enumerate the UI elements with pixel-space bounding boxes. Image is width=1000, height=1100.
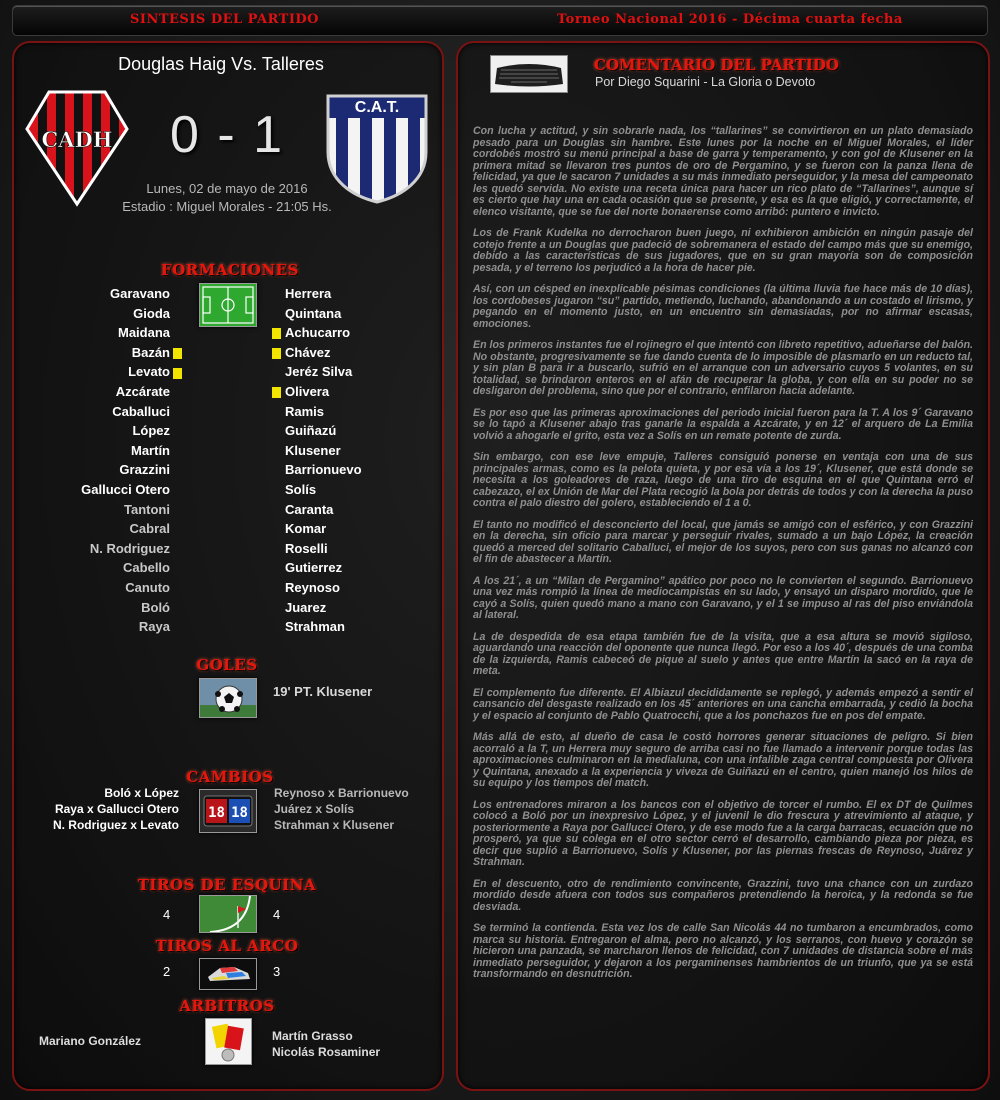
player-name: Guiñazú — [285, 423, 337, 439]
player-name: Chávez — [285, 344, 331, 360]
home-corners: 4 — [163, 907, 171, 922]
commentary-paragraph: Más allá de esto, al dueño de casa le costó horrores generar situaciones de peligro. Si bien acorraló a la T, un Herrera muy seguro de arriba casi no fue llamado a intervenir porque todas las aproximaciones culminaron en la medialuna, con una infalible zaga central compuesta por Olivera y Quintana, anexado a la experiencia y viveza de Guiñazú en el centro, quien manejó los hilos de su equipo y los tiempos del match. — [473, 731, 973, 789]
player-name: Juarez — [285, 599, 327, 615]
commentary-heading: COMENTARIO DEL PARTIDO — [594, 56, 839, 74]
player-name: Komar — [285, 521, 327, 537]
tournament-heading: Torneo Nacional 2016 - Décima cuarta fecha — [557, 12, 903, 27]
assistant-referee: Martín Grasso — [272, 1029, 353, 1043]
main-referee: Mariano González — [39, 1034, 142, 1048]
goal-entry: 19' PT. Klusener — [273, 684, 373, 699]
player-name: Caranta — [285, 501, 334, 517]
commentary-paragraph: En los primeros instantes fue el rojinegro el que intentó con libreto repetitivo, adueñarse del balón. No obstante, progresivamente se fue dando cuenta de lo imposible de plasmarlo en un reducto tal, y sin plan B para ir a buscarlo, sufrió en el arranque con un adversario cuyos 5 volantes, en su totalidad, se brindaron enteros en el afán de recuperar la globa, y con ella en su poder no se desligaron del problema, sino que por el contrario, enfilaron hacia adelante. — [473, 339, 973, 397]
top-banner — [12, 5, 988, 36]
home-lineup — [40, 286, 170, 646]
away-lineup — [285, 286, 425, 646]
player-name: Solís — [285, 482, 317, 497]
douglas-haig-crest-icon — [24, 89, 130, 207]
commentary-paragraph: La de despedida de esa etapa también fue de la visita, que a esa altura se movió sigiloso, aguardando una reacción del oponente que nunca llegó. Por eso a los 40´, después de una comba de la izquierda, Ramis cabeceó de pique al suelo y antes que entre Martín la sacó en la raya de meta. — [473, 630, 973, 677]
talleres-crest-icon — [322, 92, 432, 204]
player-name: Klusener — [285, 442, 341, 458]
player-name: Cabral — [129, 521, 170, 537]
player-name: López — [132, 423, 170, 439]
substitutions-heading: CAMBIOS — [186, 768, 274, 786]
player-name: N. Rodriguez — [89, 540, 170, 556]
player-name: Jeréz Silva — [285, 364, 353, 380]
player-name: Boló — [141, 599, 170, 615]
commentary-paragraph: Con lucha y actitud, y sin sobrarle nada, los “tallarines” se convirtieron en un plato demasiado pesado para un Douglas sin hambre. Este lunes por la noche en el Miguel Morales, el líder cordobés mostró su menú principal a base de garra y temperamento, y con gol de Klusener en la primera mitad se llevaron tres puntos de oro de Pergamino, y se fueron con la panza llena de felicidad, ya que le sacaron 7 unidades a su más inmediato perseguidor, y la mesa del campeonato les quedó servida. No existe una receta única para hacer un rico plato de “Tallarines”, aunque sí es cierto que hay una en cada ocasión que se presente, y esa es la que eligió, y correctamente, el elenco visitante, que se fue del norte bonaerense como arribó: puntero e invicto. — [473, 125, 973, 218]
player-name: Maidana — [117, 325, 170, 341]
formations-heading: FORMACIONES — [161, 261, 299, 279]
shots-heading: TIROS AL ARCO — [155, 937, 299, 955]
svg-text:C.A.T.: C.A.T. — [354, 99, 400, 116]
commentary-paragraph: Los entrenadores miraron a los bancos con el objetivo de torcer el rumbo. El ex DT de Quilmes colocó a Boló por un inexpresivo López, y el juvenil le dio frescura y atrevimiento al ataque, y posteriormente a Raya por Gallucci Otero, y de ese modo fue a la carga barracas, ecuación que no prosperó, ya que su colega en el otro sector cerró el desarrollo, cambiando pieza por pieza, es decir que suplió a Barrionuevo, Solís y Klusener, por las piernas frescas de Reynoso, Juárez y Strahman. — [473, 798, 973, 868]
player-name: Strahman — [285, 619, 345, 635]
synthesis-heading: SINTESIS DEL PARTIDO — [130, 12, 320, 27]
commentary-paragraph: Los de Frank Kudelka no derrocharon buen juego, ni exhibieron ambición en ningún pasaje del cotejo frente a un Douglas que padeció de sobremanera el estado del campo más que su enemigo, debido a las características de sus jugadores, que en su gran mayoría son de composición pesada, y el terreno los perjudicó a la hora de hacer pie. — [473, 227, 973, 274]
commentary-paragraph: El complemento fue diferente. El Albiazul decididamente se replegó, y además empezó a sentir el cansancio del desgaste realizado en los 45´ anteriores en una cancha embarrada, y cedió la bocha y el espacio al conjunto de Pablo Quatrocchi, que a los ponchazos fue en pos del empate. — [473, 686, 973, 722]
corner-flag-icon — [199, 895, 257, 933]
match-venue: Estadio : Miguel Morales - 21:05 Hs. — [122, 199, 332, 214]
player-name: Grazzini — [119, 462, 170, 478]
player-name: Levato — [128, 364, 170, 380]
away-shots: 3 — [273, 964, 281, 979]
assistant-referee: Nicolás Rosaminer — [272, 1045, 381, 1059]
player-name: Canuto — [125, 580, 170, 595]
keyboard-icon — [490, 55, 568, 93]
football-boot-icon — [199, 958, 257, 990]
player-name: Cabello — [123, 560, 170, 576]
yellow-card-icon — [173, 348, 182, 359]
referee-cards-icon — [205, 1018, 252, 1065]
commentary-body — [473, 126, 973, 991]
commentary-byline: Por Diego Squarini - La Gloria o Devoto — [595, 75, 816, 89]
player-name: Azcárate — [115, 384, 170, 399]
away-substitution: Strahman x Klusener — [274, 818, 395, 832]
player-name: Garavano — [110, 286, 170, 301]
away-corners: 4 — [273, 907, 281, 922]
player-name: Olivera — [285, 384, 330, 399]
player-name: Herrera — [285, 286, 332, 301]
player-name: Caballuci — [112, 403, 170, 419]
yellow-card-icon — [272, 348, 281, 359]
home-substitution: Raya x Gallucci Otero — [54, 802, 179, 816]
soccer-field-icon — [199, 283, 257, 327]
commentary-paragraph: Es por eso que las primeras aproximaciones del periodo inicial fueron para la T. A los 9´ Garavano se lo tapó a Klusener abajo tras ganarle la espalda a Azcárate, y en 12´ el arquero de La Emilia volvió a ahogarle el grito, esta vez a Solís en un remate potente de zurda. — [473, 406, 973, 442]
player-name: Martín — [131, 442, 170, 458]
player-name: Ramis — [285, 403, 325, 419]
yellow-card-icon — [272, 387, 281, 398]
yellow-card-icon — [173, 368, 182, 379]
commentary-paragraph: Así, con un césped en inexplicable pésimas condiciones (la última lluvia fue hace más de 10 días), los cordobeses jugaron “su” partido, metiendo, luchando, abandonando a un costado el lirismo, y pegando en el momento justo, en un encuentro sin demasiadas, por no afirmar escasas, emociones. — [473, 283, 973, 330]
player-name: Gutierrez — [285, 560, 343, 576]
referees-heading: ARBITROS — [179, 997, 275, 1015]
match-date: Lunes, 02 de mayo de 2016 — [146, 181, 308, 196]
commentary-paragraph: El tanto no modificó el desconcierto del local, que jamás se amigó con el esférico, y con Grazzini en la derecha, sin oficio para marcar y perseguir rivales, sumado a un bajo López, la creación quedó a merced del solitario Caballuci, el mejor de los suyos, pero con sus ganas no alcanzó con el fin de abastecer a Martín. — [473, 518, 973, 565]
player-name: Bazán — [131, 344, 170, 360]
home-shots: 2 — [163, 964, 171, 979]
home-substitution: Boló x López — [104, 786, 179, 800]
commentary-paragraph: Sin embargo, con ese leve empuje, Talleres consiguió ponerse en ventaja con una de sus principales armas, como es la pelota quieta, y por esa vía a los 19´, Klusener, que está donde se necesita a los goleadores de raza, luego de una tiro de esquina en el que Quintana erró el cabezazo, el ex Unión de Mar del Plata recogió la bola por detrás de todos y con la derecha la puso contra el palo diestro del golero, estableciendo el 1 a 0. — [473, 451, 973, 509]
corners-heading: TIROS DE ESQUINA — [137, 876, 317, 894]
svg-text:CADH: CADH — [41, 127, 113, 152]
player-name: Gallucci Otero — [81, 482, 170, 497]
svg-text:18: 18 — [208, 805, 225, 821]
player-name: Quintana — [285, 305, 342, 321]
player-name: Roselli — [285, 540, 328, 556]
player-name: Tantoni — [124, 501, 170, 517]
commentary-paragraph: Se terminó la contienda. Esta vez los de calle San Nicolás 44 no tumbaron a encumbrados, como marca su historia. Entregaron el alma, pero no alcanzó, y los serranos, con huevo y corazón se hicieron una panzada, se marcharon llenos de felicidad, con 7 unidades de distancia sobre el más inmediato perseguidor, y dejaron a los pergaminenses hambrientos de un triunfo, que ya se está transformando en desnutrición. — [473, 922, 973, 980]
scoreline: 0 - 1 — [169, 106, 285, 164]
player-name: Barrionuevo — [285, 462, 362, 478]
yellow-card-icon — [272, 328, 281, 339]
commentary-paragraph: En el descuento, otro de rendimiento convincente, Grazzini, tuvo una chance con un zurdazo mordido desde afuera con todos sus compañeros pretendiendo la heroica, y la redonda se fue desviada. — [473, 877, 973, 913]
player-name: Achucarro — [285, 325, 351, 341]
player-name: Reynoso — [285, 580, 340, 595]
away-substitution: Reynoso x Barrionuevo — [274, 786, 409, 800]
substitution-board-icon — [199, 789, 257, 833]
home-substitution: N. Rodriguez x Levato — [52, 818, 179, 832]
goals-heading: GOLES — [196, 656, 258, 674]
commentary-paragraph: A los 21´, a un “Milan de Pergamino” apático por poco no le convierten el segundo. Barrionuevo una vez más rompió la línea de mediocampistas en su lado, y ensayó un disparo mordido, que le cayó a Solís, quien quedó mano a mano con Garavano, y el 1 se impuso al ras del piso enviándola al lateral. — [473, 574, 973, 621]
player-name: Raya — [138, 619, 170, 635]
soccer-ball-icon — [199, 678, 257, 718]
match-title: Douglas Haig Vs. Talleres — [118, 54, 324, 74]
away-substitution: Juárez x Solís — [274, 802, 355, 816]
svg-text:18: 18 — [231, 805, 248, 821]
player-name: Gioda — [133, 305, 170, 321]
